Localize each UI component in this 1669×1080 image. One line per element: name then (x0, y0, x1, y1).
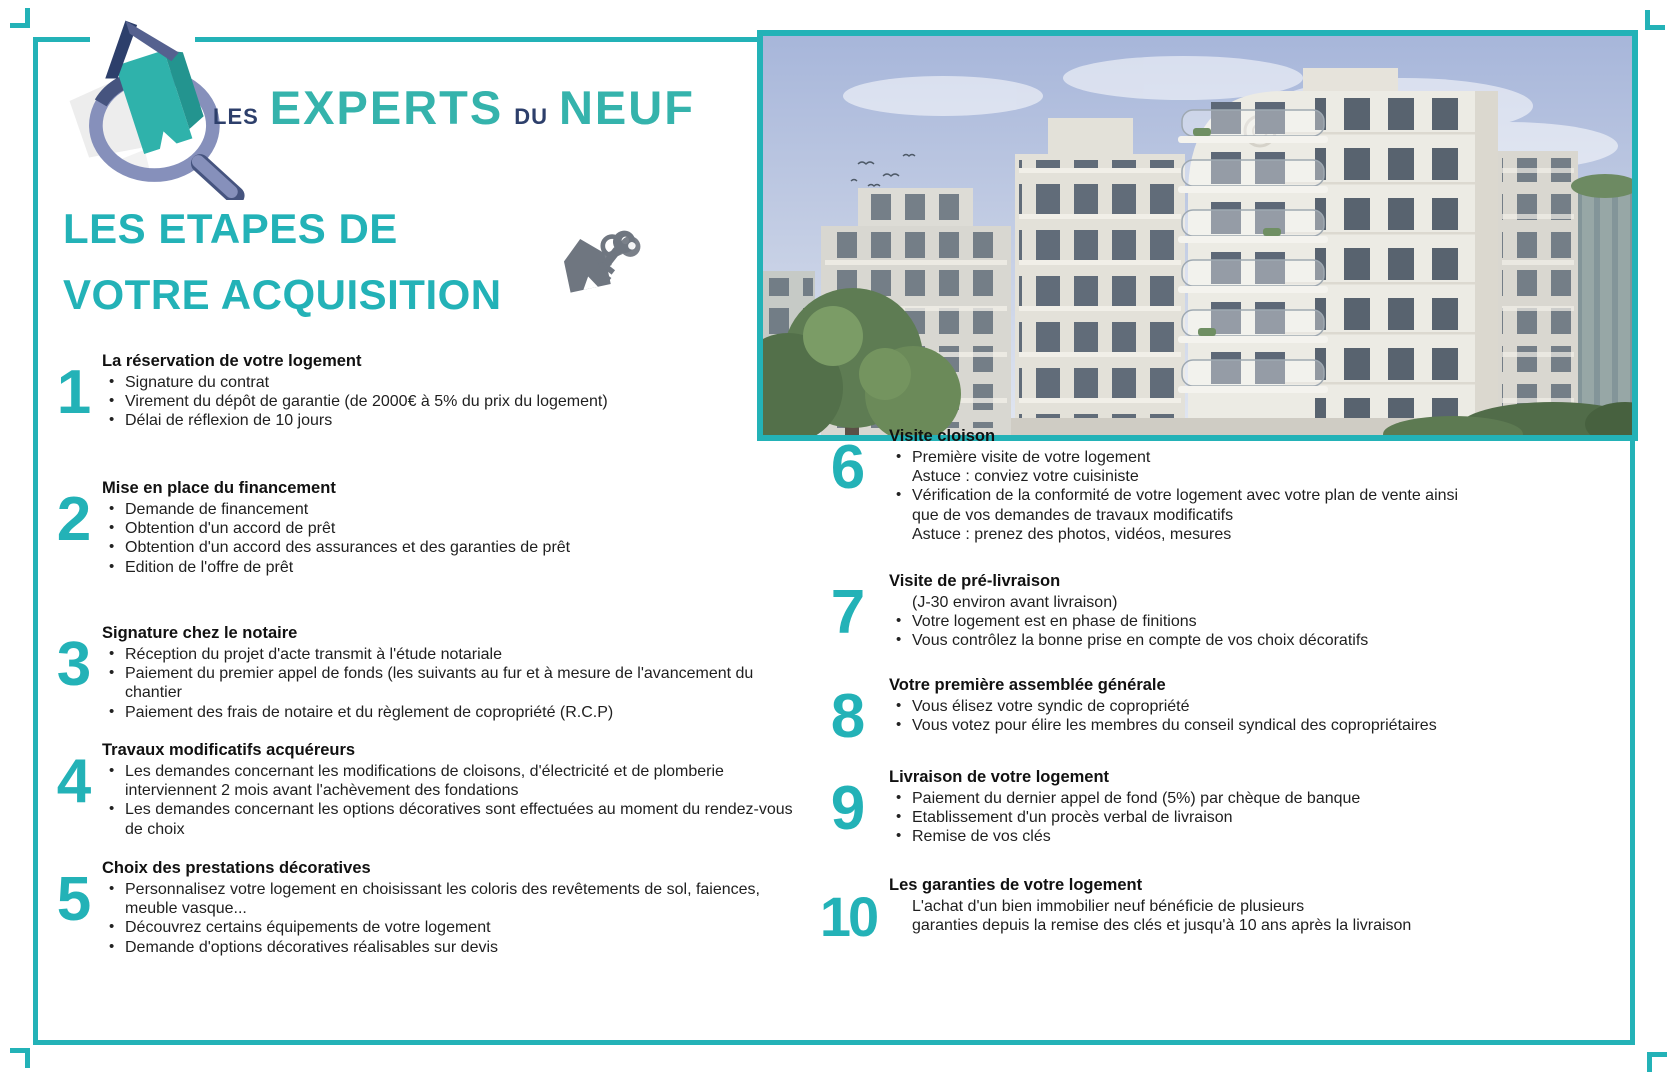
step-3 (48, 624, 802, 722)
step-heading: Livraison de votre logement (889, 768, 1110, 786)
frame-bottom (33, 1040, 1635, 1045)
step-line: • Délai de réflexion de 10 jours (102, 411, 802, 430)
step-line: • Paiement des frais de notaire et du règlement de copropriété (R.C.P) (102, 703, 802, 722)
page-title (63, 196, 502, 328)
step-number: 3 (56, 630, 92, 699)
step-line: • Les demandes concernant les modifications de cloisons, d'électricité et de plomberie interviennent 2 mois avant l'achèvement des fondations (102, 762, 802, 801)
step-line: • Vous votez pour élire les membres du conseil syndical des copropriétaires (889, 716, 1489, 735)
step-line: • Les demandes concernant les options décoratives sont effectuées au moment du rendez-vous de choix (102, 800, 802, 839)
step-line: • Demande d'options décoratives réalisables sur devis (102, 938, 802, 957)
step-heading: Visite cloison (889, 427, 996, 445)
step-line: L'achat d'un bien immobilier neuf bénéficie de plusieurs (912, 897, 1305, 915)
step-4 (48, 741, 802, 839)
step-line: • Votre logement est en phase de finitions (889, 612, 1489, 631)
step-number: 10 (819, 885, 877, 948)
step-line: • Remise de vos clés (889, 827, 1489, 846)
step-number: 1 (56, 358, 92, 427)
step-line: • Virement du dépôt de garantie (de 2000€ à 5% du prix du logement) (102, 392, 802, 411)
frame-top-segment-2 (195, 37, 757, 42)
step-heading: Les garanties de votre logement (889, 876, 1143, 894)
step-line: • Vous élisez votre syndic de copropriété (889, 697, 1489, 716)
corner-mark-top-right (1645, 10, 1665, 30)
corner-mark-top-left (10, 8, 30, 28)
step-line: • Demande de financement (102, 500, 802, 519)
step-5 (48, 859, 802, 957)
step-line: • Réception du projet d'acte transmit à l'étude notariale (102, 645, 802, 664)
step-line: • Paiement du premier appel de fonds (les suivants au fur et à mesure de l'avancement du chantier (102, 664, 802, 703)
frame-left (33, 37, 38, 1045)
brand-word-experts: EXPERTS (269, 81, 504, 134)
page-title-line2: VOTRE ACQUISITION (63, 271, 502, 318)
step-heading: Travaux modificatifs acquéreurs (102, 741, 356, 759)
step-line: • Découvrez certains équipements de votre logement (102, 918, 802, 937)
brand-word-neuf: NEUF (558, 81, 695, 134)
step-number: 7 (830, 578, 866, 647)
step-2 (48, 479, 802, 577)
step-line: Astuce : prenez des photos, vidéos, mesures (912, 526, 1232, 544)
step-line: • Vérification de la conformité de votre logement avec votre plan de vente ainsi que de vos demandes de travaux modificatifs (889, 486, 1489, 525)
step-9 (815, 768, 1489, 847)
building-photo (757, 30, 1638, 441)
step-number: 9 (830, 774, 866, 843)
step-line: • Première visite de votre logement (889, 448, 1489, 467)
step-line: • Etablissement d'un procès verbal de livraison (889, 808, 1489, 827)
step-10 (815, 876, 1489, 946)
step-8 (815, 676, 1489, 751)
step-number: 4 (56, 747, 92, 816)
step-heading: Choix des prestations décoratives (102, 859, 371, 877)
corner-mark-bottom-right (1647, 1052, 1667, 1072)
step-line: (J-30 environ avant livraison) (912, 593, 1118, 611)
step-heading: Votre première assemblée générale (889, 676, 1166, 694)
brand-text (213, 80, 695, 135)
step-7 (815, 572, 1489, 651)
step-1 (48, 352, 802, 431)
step-line: • Obtention d'un accord des assurances et des garanties de prêt (102, 538, 802, 557)
step-number: 5 (56, 865, 92, 934)
page-title-line1: LES ETAPES DE (63, 205, 398, 252)
step-heading: Signature chez le notaire (102, 624, 298, 642)
brand-word-du: DU (514, 104, 548, 129)
building-illustration (763, 36, 1632, 435)
step-line: Astuce : conviez votre cuisiniste (912, 467, 1139, 485)
brand-word-les: LES (213, 104, 259, 129)
step-line: • Signature du contrat (102, 373, 802, 392)
step-line: • Personnalisez votre logement en choisissant les coloris des revêtements de sol, faiences, meuble vasque... (102, 880, 802, 919)
house-keys-icon (558, 218, 670, 298)
step-line: • Paiement du dernier appel de fond (5%) par chèque de banque (889, 789, 1489, 808)
step-line: garanties depuis la remise des clés et jusqu'à 10 ans après la livraison (912, 916, 1412, 934)
step-number: 2 (56, 485, 92, 554)
step-heading: La réservation de votre logement (102, 352, 362, 370)
step-heading: Mise en place du financement (102, 479, 336, 497)
step-6 (815, 427, 1489, 545)
corner-mark-bottom-left (10, 1048, 30, 1068)
step-heading: Visite de pré-livraison (889, 572, 1061, 590)
step-line: • Edition de l'offre de prêt (102, 558, 802, 577)
step-line: • Obtention d'un accord de prêt (102, 519, 802, 538)
step-line: • Vous contrôlez la bonne prise en compte de vos choix décoratifs (889, 631, 1489, 650)
step-number: 6 (830, 433, 866, 502)
step-number: 8 (830, 682, 866, 751)
